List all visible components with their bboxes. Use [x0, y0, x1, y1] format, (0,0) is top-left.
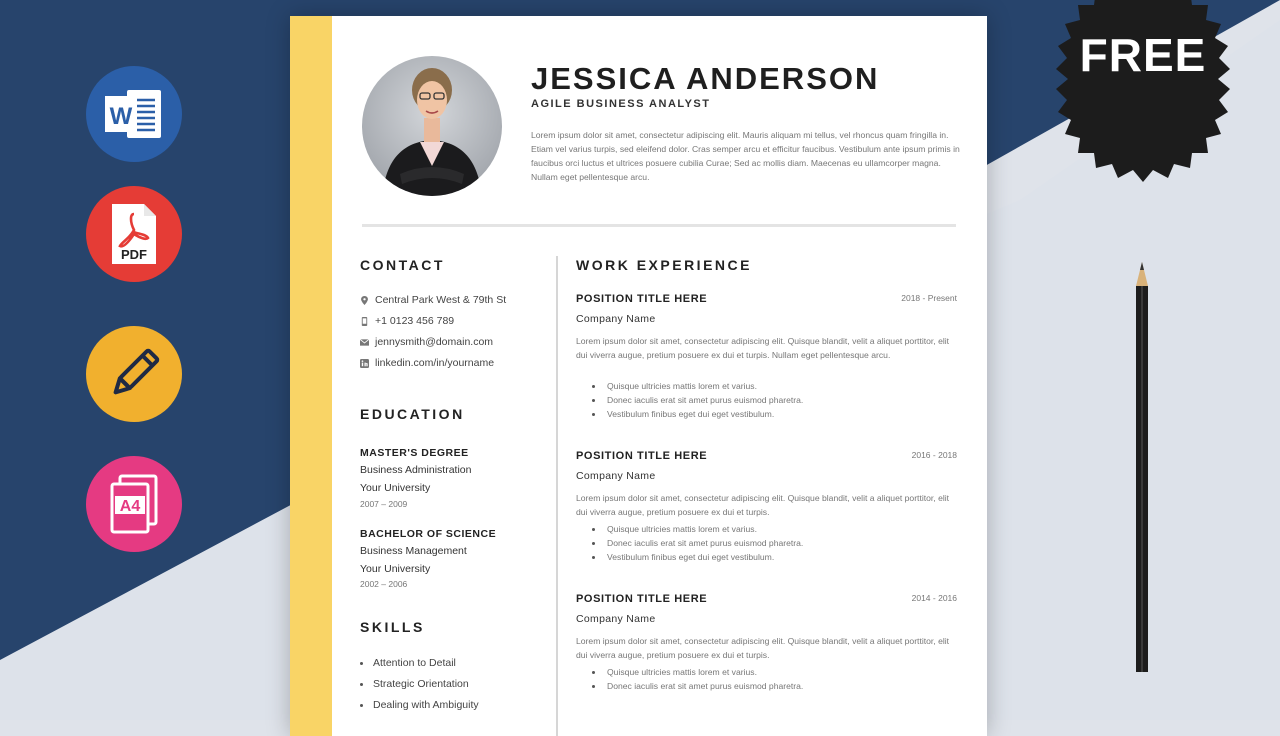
skills-title: SKILLS	[360, 619, 425, 635]
free-badge	[1040, 0, 1246, 182]
job-bullet-text: Donec iaculis erat sit amet purus euismod pharetra.	[607, 395, 804, 405]
pdf-label: PDF	[121, 247, 147, 262]
skill-item	[360, 657, 456, 669]
education-field: Business Management	[360, 545, 467, 557]
job-bullet-text: Quisque ultricies mattis lorem et varius.	[607, 667, 757, 677]
skill-label: Strategic Orientation	[373, 678, 469, 690]
job-company: Company Name	[576, 313, 656, 325]
contact-item-address	[360, 294, 506, 306]
header-divider	[362, 224, 956, 227]
job-bullet	[592, 552, 774, 562]
word-label: W	[109, 103, 133, 130]
job-bullet-text: Vestibulum finibus eget dui eget vestibulum.	[607, 552, 775, 562]
email-icon	[360, 338, 369, 347]
job-bullet	[592, 538, 803, 548]
job-dates: 2016 - 2018	[911, 450, 957, 460]
job-description: Lorem ipsum dolor sit amet, consectetur adipiscing elit. Quisque blandit, velit a aliquet porttitor, elit dui viverra augue, pretium posuere ex dui et turpis.	[576, 636, 950, 660]
work-experience-title: WORK EXPERIENCE	[576, 257, 752, 273]
education-school: Your University	[360, 482, 431, 494]
skill-item	[360, 678, 469, 690]
contact-title: CONTACT	[360, 257, 445, 273]
resume-name: JESSICA ANDERSON	[531, 61, 880, 96]
job-title: POSITION TITLE HERE	[576, 450, 708, 462]
resume-summary: Lorem ipsum dolor sit amet, consectetur adipiscing elit. Mauris aliquam mi tellus, vel rhoncus quam fringilla in. Etiam vel varius turpis, sed eleifend dolor. Cras semper arcu et efficitur faucibus. Vestibulum ante ipsum primis in faucibus orci luctus et ultrices posuere cubilia Curae; Sed ac mollis diam. Maecenas eu ullamcorper magna. Nullam eget pellentesque arcu.	[531, 130, 960, 182]
column-divider	[556, 256, 558, 736]
skill-label: Attention to Detail	[373, 657, 456, 669]
skill-label: Dealing with Ambiguity	[373, 699, 479, 711]
linkedin-icon	[360, 359, 369, 368]
education-years: 2007 – 2009	[360, 499, 408, 509]
contact-email: jennysmith@domain.com	[375, 336, 494, 348]
education-degree: BACHELOR OF SCIENCE	[360, 528, 497, 540]
profile-photo	[362, 56, 502, 196]
word-format-icon	[86, 66, 182, 162]
job-company: Company Name	[576, 613, 656, 625]
education-school: Your University	[360, 563, 431, 575]
pencil-edit-icon	[86, 326, 182, 422]
contact-address: Central Park West & 79th St	[375, 294, 507, 306]
job-dates: 2014 - 2016	[911, 593, 957, 603]
job-description: Lorem ipsum dolor sit amet, consectetur adipiscing elit. Quisque blandit, velit a aliquet porttitor, elit dui viverra augue, pretium posuere ex dui et turpis.	[576, 493, 950, 517]
job-bullet	[592, 524, 757, 534]
education-field: Business Administration	[360, 464, 472, 476]
job-bullet	[592, 409, 774, 419]
contact-item-email	[360, 336, 493, 348]
job-dates: 2018 - Present	[901, 293, 957, 303]
pdf-format-icon	[86, 186, 182, 282]
education-years: 2002 – 2006	[360, 579, 408, 589]
job-bullet-text: Donec iaculis erat sit amet purus euismod pharetra.	[607, 538, 804, 548]
job-bullet	[592, 667, 757, 677]
contact-linkedin: linkedin.com/in/yourname	[375, 357, 495, 369]
job-bullet	[592, 395, 803, 405]
job-company: Company Name	[576, 470, 656, 482]
job-bullet	[592, 681, 803, 691]
education-degree: MASTER'S DEGREE	[360, 447, 469, 459]
job-bullet-text: Vestibulum finibus eget dui eget vestibulum.	[607, 409, 775, 419]
resume-page	[290, 16, 987, 736]
contact-phone: +1 0123 456 789	[375, 315, 455, 327]
job-bullet	[592, 381, 757, 391]
job-title: POSITION TITLE HERE	[576, 593, 708, 605]
job-bullet-text: Donec iaculis erat sit amet purus euismod pharetra.	[607, 681, 804, 691]
location-icon	[360, 296, 369, 305]
job-title: POSITION TITLE HERE	[576, 293, 708, 305]
job-description: Lorem ipsum dolor sit amet, consectetur adipiscing elit. Quisque blandit, velit a aliquet porttitor, elit dui viverra augue, pretium posuere ex dui et turpis. Nullam eget pellentesque arcu.	[576, 336, 950, 360]
contact-item-linkedin	[360, 357, 494, 369]
a4-label: A4	[119, 498, 141, 515]
education-title: EDUCATION	[360, 406, 465, 422]
skill-item	[360, 699, 479, 711]
phone-icon	[360, 317, 369, 326]
accent-bar	[290, 16, 332, 736]
job-bullet-text: Quisque ultricies mattis lorem et varius.	[607, 381, 757, 391]
job-bullet-text: Quisque ultricies mattis lorem et varius.	[607, 524, 757, 534]
contact-item-phone	[360, 315, 454, 327]
a4-format-icon	[86, 456, 182, 552]
resume-role: AGILE BUSINESS ANALYST	[531, 98, 711, 110]
free-badge-label: FREE	[1079, 29, 1207, 81]
pencil-decoration	[1131, 262, 1153, 672]
